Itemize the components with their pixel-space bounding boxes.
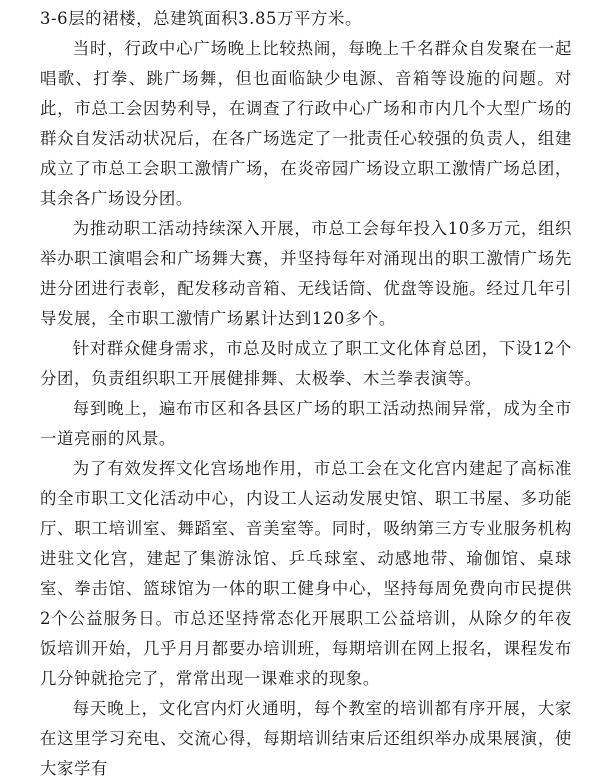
paragraph-2: 当时，行政中心广场晚上比较热闹，每晚上千名群众自发聚在一起唱歌、打拳、跳广场舞，但也面临缺少电源、音箱等设施的问题。对此，市总工会因势利导，在调查了行政中心广场和市内几个大型广场的群众自发活动状况后，在各广场选定了一批责任心较强的负责人，组建成立了市总工会职工激情广场，在炎帝园广场设立职工激情广场总团，其余各广场设分团。 xyxy=(40,39,572,208)
paragraph-7: 每天晚上，文化宫内灯火通明，每个教室的培训都有序开展，大家在这里学习充电、交流心得，每期培训结束后还组织举办成果展演，使大家学有 xyxy=(40,699,572,778)
paragraph-6: 为了有效发挥文化宫场地作用，市总工会在文化宫内建起了高标准的全市职工文化活动中心，内设工人运动发展史馆、职工书屋、多功能厅、职工培训室、舞蹈室、音美室等。同时，吸纳第三方专业服务机构进驻文化宫，建起了集游泳馆、乒乓球室、动感地带、瑜伽馆、桌球室、拳击馆、篮球馆为一体的职工健身中心，坚持每周免费向市民提供2个公益服务日。市总还坚持常态化开展职工公益培训，从除夕的年夜饭培训开始，几乎月月都要办培训班，每期培训在网上报名，课程发布几分钟就抢完了，常常出现一课难求的现象。 xyxy=(40,459,572,688)
paragraph-1: 3-6层的裙楼，总建筑面积3.85万平方米。 xyxy=(40,9,362,28)
paragraph-5: 每到晚上，遍布市区和各县区广场的职工活动热闹异常，成为全市一道亮丽的风景。 xyxy=(40,399,572,448)
paragraph-3: 为推动职工活动持续深入开展，市总工会每年投入10多万元，组织举办职工演唱会和广场舞大赛，并坚持每年对涌现出的职工激情广场先进分团进行表彰，配发移动音箱、无线话筒、优盘等设施。经过几年引导发展，全市职工激情广场累计达到120多个。 xyxy=(40,219,572,328)
paragraph-4: 针对群众健身需求，市总及时成立了职工文化体育总团，下设12个分团，负责组织职工开展健排舞、太极拳、木兰拳表演等。 xyxy=(40,339,572,388)
